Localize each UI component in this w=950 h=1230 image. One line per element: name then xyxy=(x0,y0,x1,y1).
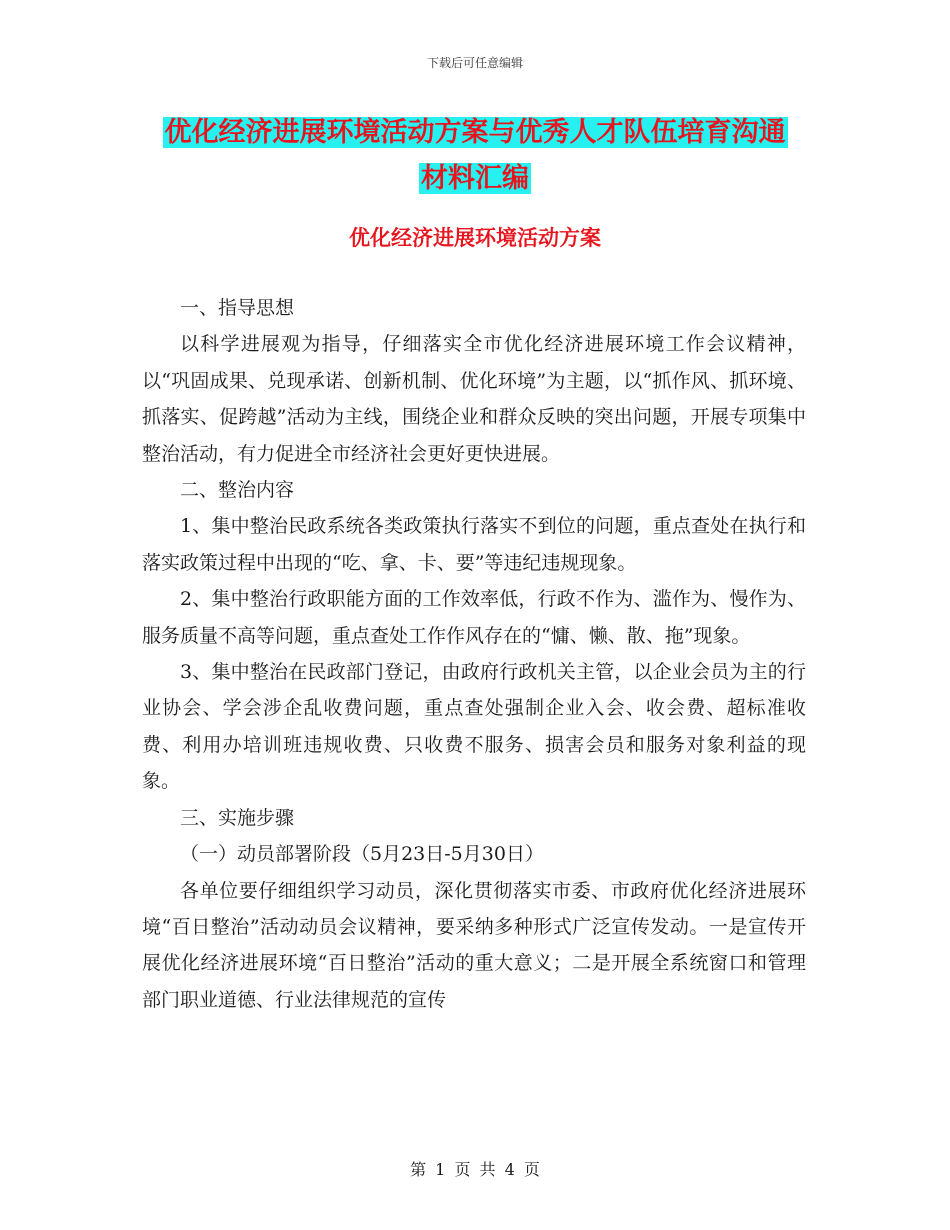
paragraph: 1、集中整治民政系统各类政策执行落实不到位的问题，重点查处在执行和落实政策过程中出现的“吃、拿、卡、要”等违纪违规现象。 xyxy=(142,515,806,574)
subheading-mobilization-stage: （一）动员部署阶段（5月23日-5月30日） xyxy=(180,843,544,866)
page-footer: 第 1 页 共 4 页 xyxy=(410,1160,540,1179)
paragraph: 3、集中整治在民政部门登记，由政府行政机关主管，以企业会员为主的行业协会、学会涉企乱收费问题，重点查处强制企业入会、收会费、超标准收费、利用办培训班违规收费、只收费不服务、损害会员和服务对象利益的现象。 xyxy=(142,661,806,793)
paragraph: 以科学进展观为指导，仔细落实全市优化经济进展环境工作会议精神，以“巩固成果、兑现承诺、创新机制、优化环境”为主题，以“抓作风、抓环境、抓落实、促跨越”活动为主线，围绕企业和群众反映的突出问题，开展专项集中整治活动，有力促进全市经济社会更好更快进展。 xyxy=(142,333,806,465)
heading-rectification-content: 二、整治内容 xyxy=(180,479,295,502)
paragraph: 各单位要仔细组织学习动员，深化贯彻落实市委、市政府优化经济进展环境“百日整治”活动动员会议精神，要采纳多种形式广泛宣传发动。一是宣传开展优化经济进展环境“百日整治”活动的重大意义；二是开展全系统窗口和管理部门职业道德、行业法律规范的宣传 xyxy=(142,879,806,1011)
document-title xyxy=(140,110,810,202)
header-note: 下载后可任意编辑 xyxy=(426,56,523,70)
paragraph: 2、集中整治行政职能方面的工作效率低，行政不作为、滥作为、慢作为、服务质量不高等问题，重点查处工作作风存在的“慵、懒、散、拖”现象。 xyxy=(142,588,806,647)
section-title: 优化经济进展环境活动方案 xyxy=(349,225,601,250)
title-line-1: 优化经济进展环境活动方案与优秀人才队伍培育沟通 xyxy=(164,117,786,148)
heading-guiding-thought: 一、指导思想 xyxy=(180,297,295,319)
body-text xyxy=(142,290,806,1018)
title-line-2: 材料汇编 xyxy=(421,163,529,194)
heading-implementation-steps: 三、实施步骤 xyxy=(180,806,295,829)
